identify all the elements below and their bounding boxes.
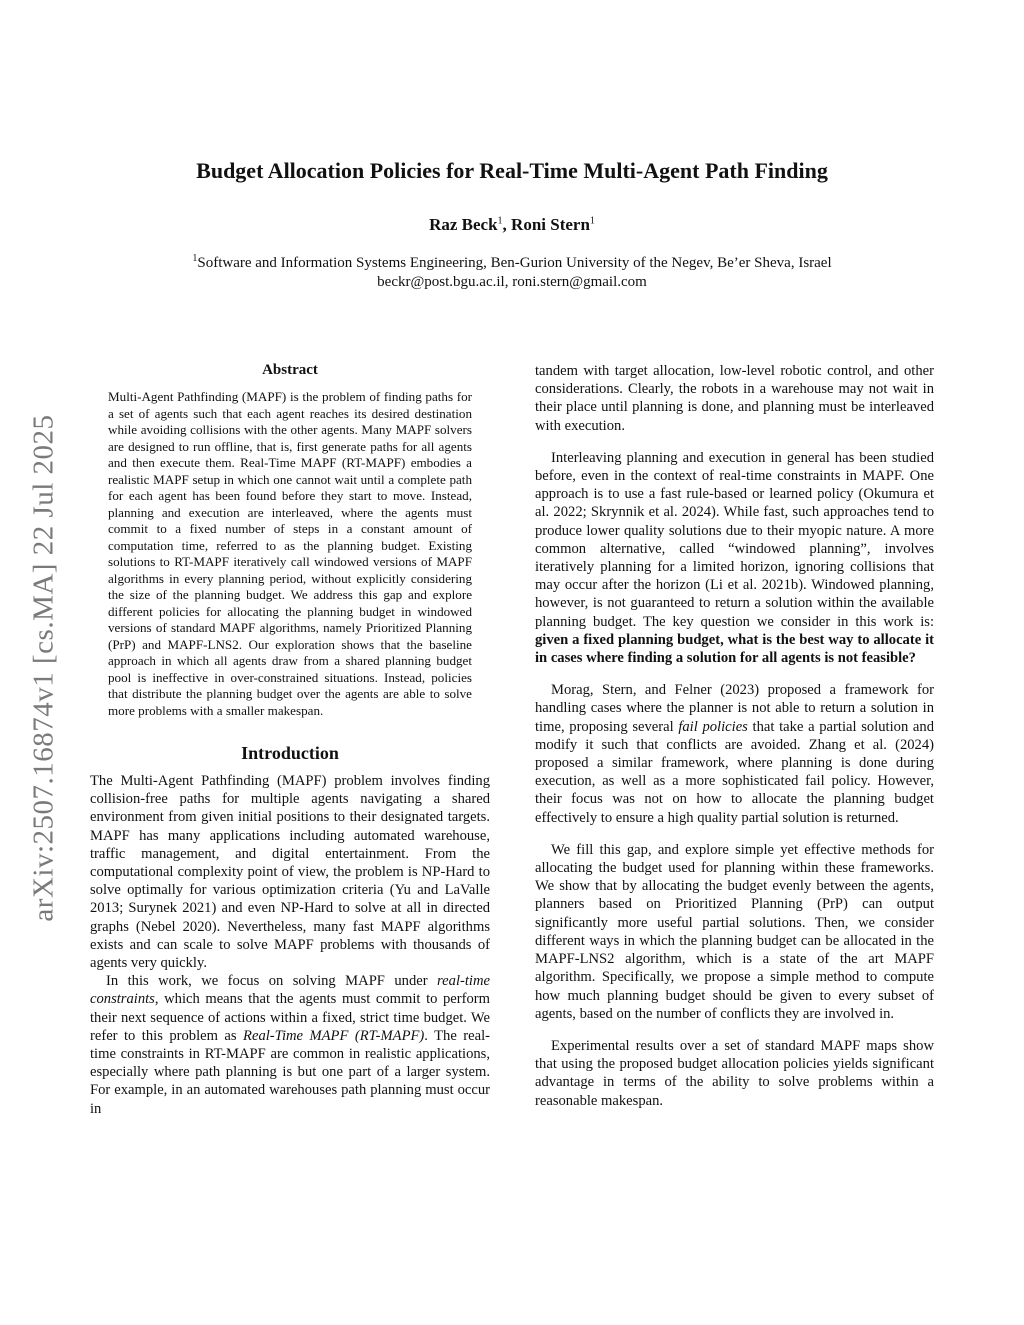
intro-paragraph-3: Interleaving planning and execution in general has been studied before, even in the context of real-time constraints in MAPF. One approach is to use a fast rule-based or learned policy (Okumura et al. 2022; Skrynnik et al. 2024). While fast, such approaches tend to produce lower quality solutions due to their myopic nature. A more common alternative, called “windowed planning”, involves iteratively planning for a limited horizon, ignoring collisions that may occur after the horizon (Li et al. 2021b). Windowed planning, however, is not guaranteed to return a solution within the available planning budget. The key question we consider in this work is: given a fixed planning budget, what is the best way to allocate it in cases where finding a solution for all agents is not feasible? [535,449,934,667]
emphasis: Real-Time MAPF (RT-MAPF) [243,1027,425,1044]
affiliation-mark: 1 [192,253,198,264]
affiliation-block [0,249,1024,292]
intro-paragraph-2: In this work, we focus on solving MAPF under real-time constraints, which means that the agents must commit to perform their next sequence of actions within a fixed, strict time budget. We refer to this problem as Real-Time MAPF (RT-MAPF). The real-time constraints in RT-MAPF are common in realistic applications, especially where path planning is but one part of a larger system. For example, in an automated warehouses path planning must occur in [90,973,490,1117]
emphasis: real-time constraints [90,973,490,1008]
affiliation-mark: 1 [589,215,595,227]
intro-paragraph-4: Morag, Stern, and Felner (2023) proposed a framework for handling cases where the planner is not able to return a solution in time, proposing several fail policies that take a partial solution and modify it such that conflicts are avoided. Zhang et al. (2024) proposed a similar framework, where planning is done during execution, as well as a more sophisticated fail policy. However, their focus was not on how to allocate the planning budget effectively to ensure a high quality partial solution is returned. [535,682,934,826]
left-column [90,362,490,1118]
abstract-heading: Abstract [262,362,318,378]
emphasis: fail policies [678,718,748,735]
intro-paragraph-1: The Multi-Agent Pathfinding (MAPF) problem involves finding collision-free paths for multiple agents navigating a shared environment from given initial positions to their designated targets. MAPF has many applications including automated warehouse, traffic management, and digital entertainment. From the computational complexity point of view, the problem is NP-Hard to solve optimally for various optimization criteria (Yu and LaValle 2013; Surynek 2021) and even NP-Hard to solve at all in directed graphs (Nebel 2020). Nevertheless, many fast MAPF algorithms exists and can scale to solve MAPF problems with thousands of agents very quickly. [90,773,490,972]
introduction-heading: Introduction [241,743,339,763]
intro-paragraph-6: Experimental results over a set of standard MAPF maps show that using the proposed budget allocation policies yields significant advantage in terms of the ability to solve problems within a reasonable makespan. [535,1037,934,1109]
abstract-text: Multi-Agent Pathfinding (MAPF) is the problem of finding paths for a set of agents such that each agent reaches its desired destination while avoiding collisions with the other agents. Many MAPF solvers are designed to run offline, that is, first generate paths for all agents and then execute them. Real-Time MAPF (RT-MAPF) embodies a realistic MAPF setup in which one cannot wait until a complete path for each agent has been found before they start to move. Instead, planning and execution are interleaved, where the agents must commit to a fixed number of steps in a constant amount of computation time, referred to as the planning budget. Existing solutions to RT-MAPF iteratively call windowed versions of MAPF algorithms in every planning period, without explicitly considering the size of the planning budget. We address this gap and explore different policies for allocating the planning budget in windowed versions of standard MAPF algorithms, namely Prioritized Planning (PrP) and MAPF-LNS2. Our exploration shows that the baseline approach in which all agents draw from a shared planning budget pool is ineffective in over-constrained situations. Instead, policies that distribute the planning budget over the agents are able to solve more problems with a smaller makespan. [108,389,472,718]
author-name: Roni Stern [511,215,590,234]
author-emails: beckr@post.bgu.ac.il, roni.stern@gmail.com [377,274,647,290]
intro-paragraph-2-continued: tandem with target allocation, low-level robotic control, and other considerations. Clearly, the robots in a warehouse may not wait in their place until planning is done, and planning must be interleaved with execution. [535,363,934,434]
author-list [0,215,1024,235]
paper-title: Budget Allocation Policies for Real-Time Multi-Agent Path Finding [196,158,828,183]
right-column [535,362,934,1124]
author-name: Raz Beck [429,215,498,234]
affiliation-mark: 1 [497,215,503,227]
arxiv-stamp: arXiv:2507.16874v1 [cs.MA] 22 Jul 2025 [27,414,60,922]
author-separator: , [502,215,512,234]
intro-paragraph-5: We fill this gap, and explore simple yet effective methods for allocating the budget used for planning within these frameworks. We show that by allocating the budget evenly between the agents, planners based on Prioritized Planning (PrP) can output significantly more useful partial solutions. Then, we consider different ways in which the planning budget can be allocated in the MAPF-LNS2 algorithm, which is a state of the art MAPF algorithm. Specifically, we propose a simple method to compute how much planning budget should be given to every subset of agents, based on the number of conflicts they are involved in. [535,841,934,1022]
key-question: given a fixed planning budget, what is the best way to allocate it in cases where finding a solution for all agents is not feasible? [535,631,934,667]
affiliation-text: Software and Information Systems Engineering, Ben-Gurion University of the Negev, Be’er Sheva, Israel [197,255,832,271]
